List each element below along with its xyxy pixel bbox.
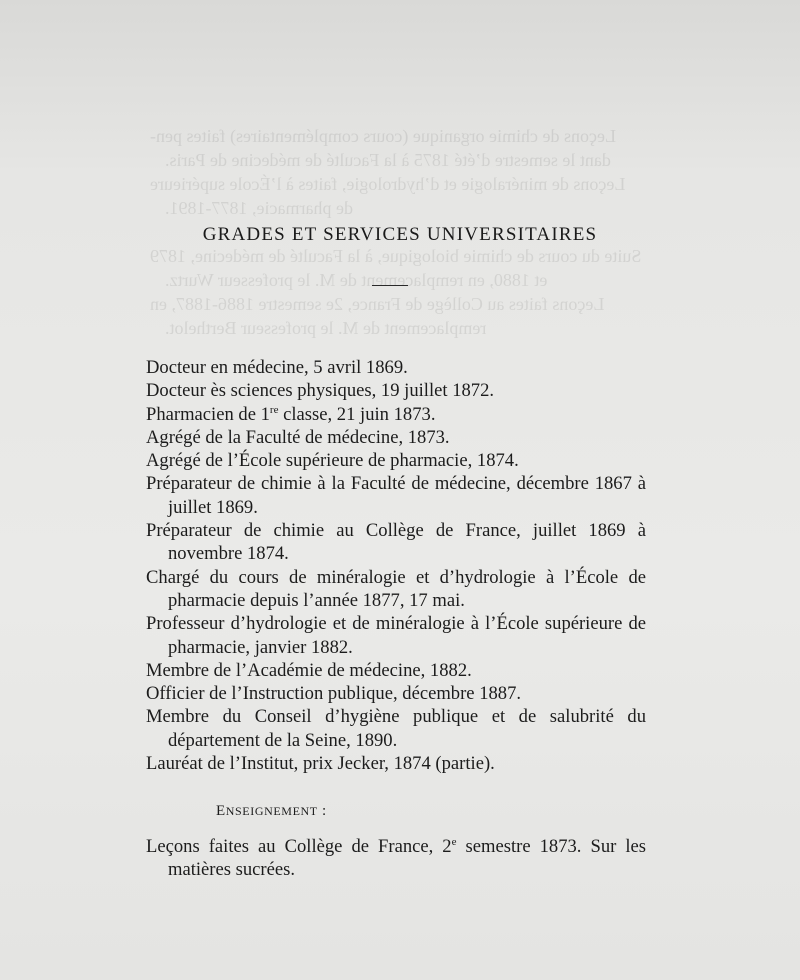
list-item: Membre du Conseil d’hygiène publique et de salubrité du département de la Seine, 1890. bbox=[146, 706, 646, 751]
list-item: Docteur ès sciences physiques, 19 juillet 1872. bbox=[146, 380, 495, 402]
section-label: ENSEIGNEMENT : bbox=[216, 803, 327, 819]
list-item: Membre de l’Académie de médecine, 1882. bbox=[146, 659, 472, 681]
list-item: Agrégé de l’École supérieure de pharmacie, 1874. bbox=[146, 450, 519, 472]
list-item: Préparateur de chimie à la Faculté de médecine, décembre 1867 à juillet 1869. bbox=[146, 473, 646, 518]
list-item: Chargé du cours de minéralogie et d’hydrologie à l’École de pharmacie depuis l’année 1877, 17 mai. bbox=[146, 566, 646, 611]
page-title: GRADES ET SERVICES UNIVERSITAIRES bbox=[202, 224, 598, 245]
title-divider bbox=[372, 285, 408, 286]
list-item: Préparateur de chimie au Collège de France, juillet 1869 à novembre 1874. bbox=[146, 520, 646, 565]
list-item: Pharmacien de 1re classe, 21 juin 1873. bbox=[146, 403, 436, 425]
show-through-text: Leçons de chimie organique (cours complémentaires) faites pen- dant le semestre d’été 1875 à la Faculté de médecine de Paris. Leçons de minéralogie et d’hydrologie, faites à l’École supérieure de pharmacie, 1877-1891. Suite du cours de chimie biologique, à la Faculté de médecine, 1879 et 1880, en remplacement de M. le professeur Wurtz. Leçons faites au Collège de France, 2e semestre 1886-1887, en remplacement de M. le professeur Berthelot. bbox=[150, 126, 642, 338]
list-item: Officier de l’Instruction publique, décembre 1887. bbox=[146, 683, 522, 705]
list-item: Docteur en médecine, 5 avril 1869. bbox=[146, 357, 408, 378]
lecons-entry: Leçons faites au Collège de France, 2e semestre 1873. Sur les matières sucrées. bbox=[146, 835, 646, 881]
list-item: Professeur d’hydrologie et de minéralogie à l’École supérieure de pharmacie, janvier 1882. bbox=[146, 613, 646, 658]
grades-list bbox=[146, 356, 646, 775]
list-item: Lauréat de l’Institut, prix Jecker, 1874 (partie). bbox=[146, 753, 495, 775]
list-item: Agrégé de la Faculté de médecine, 1873. bbox=[146, 426, 450, 448]
